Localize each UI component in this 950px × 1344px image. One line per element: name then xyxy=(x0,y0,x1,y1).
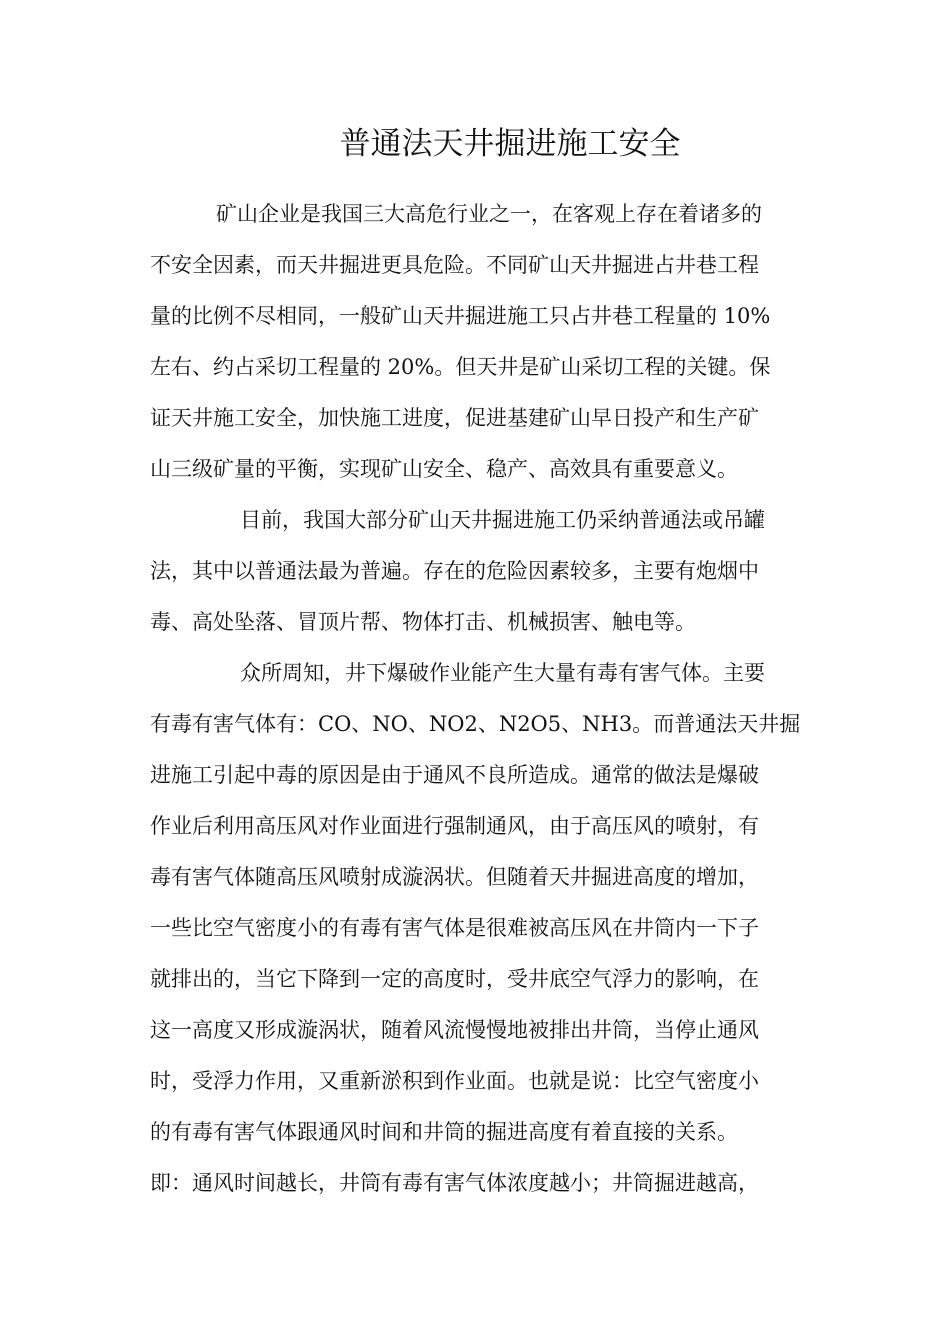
paragraph-3-line-2: 有毒有害气体有：CO、NO、NO2、N2O5、NH3。而普通法天井掘 xyxy=(150,712,801,736)
paragraph-1-line-3: 量的比例不尽相同，一般矿山天井掘进施工只占井巷工程量的 10% xyxy=(150,304,771,328)
paragraph-3-line-7: 就排出的，当它下降到一定的高度时，受井底空气浮力的影响，在 xyxy=(150,967,759,991)
paragraph-1-line-1: 矿山企业是我国三大高危行业之一，在客观上存在着诸多的 xyxy=(216,202,762,226)
paragraph-3-line-1: 众所周知，井下爆破作业能产生大量有毒有害气体。主要 xyxy=(240,661,765,685)
document-title: 普通法天井掘进施工安全 xyxy=(339,126,681,162)
paragraph-2-line-2: 法，其中以普通法最为普遍。存在的危险因素较多，主要有炮烟中 xyxy=(150,559,759,583)
paragraph-1-line-4: 左右、约占采切工程量的 20%。但天井是矿山采切工程的关键。保 xyxy=(150,355,771,379)
paragraph-3-line-10: 的有毒有害气体跟通风时间和井筒的掘进高度有着直接的关系。 xyxy=(150,1120,738,1144)
paragraph-3-line-11: 即：通风时间越长，井筒有毒有害气体浓度越小；井筒掘进越高， xyxy=(150,1171,759,1195)
paragraph-2-line-3: 毒、高处坠落、冒顶片帮、物体打击、机械损害、触电等。 xyxy=(150,610,696,634)
paragraph-3-line-3: 进施工引起中毒的原因是由于通风不良所造成。通常的做法是爆破 xyxy=(150,763,759,787)
paragraph-1-line-2: 不安全因素，而天井掘进更具危险。不同矿山天井掘进占井巷工程 xyxy=(150,253,759,277)
paragraph-3-line-9: 时，受浮力作用，又重新淤积到作业面。也就是说：比空气密度小 xyxy=(150,1069,759,1093)
paragraph-1-line-5: 证天井施工安全，加快施工进度，促进基建矿山早日投产和生产矿 xyxy=(150,406,759,430)
paragraph-2-line-1: 目前，我国大部分矿山天井掘进施工仍采纳普通法或吊罐 xyxy=(240,508,765,532)
paragraph-3-line-5: 毒有害气体随高压风喷射成漩涡状。但随着天井掘进高度的增加， xyxy=(150,865,759,889)
paragraph-3-line-4: 作业后利用高压风对作业面进行强制通风，由于高压风的喷射，有 xyxy=(150,814,759,838)
paragraph-3-line-6: 一些比空气密度小的有毒有害气体是很难被高压风在井筒内一下子 xyxy=(150,916,759,940)
paragraph-3-line-8: 这一高度又形成漩涡状，随着风流慢慢地被排出井筒，当停止通风 xyxy=(150,1018,759,1042)
paragraph-1-line-6: 山三级矿量的平衡，实现矿山安全、稳产、高效具有重要意义。 xyxy=(150,457,738,481)
